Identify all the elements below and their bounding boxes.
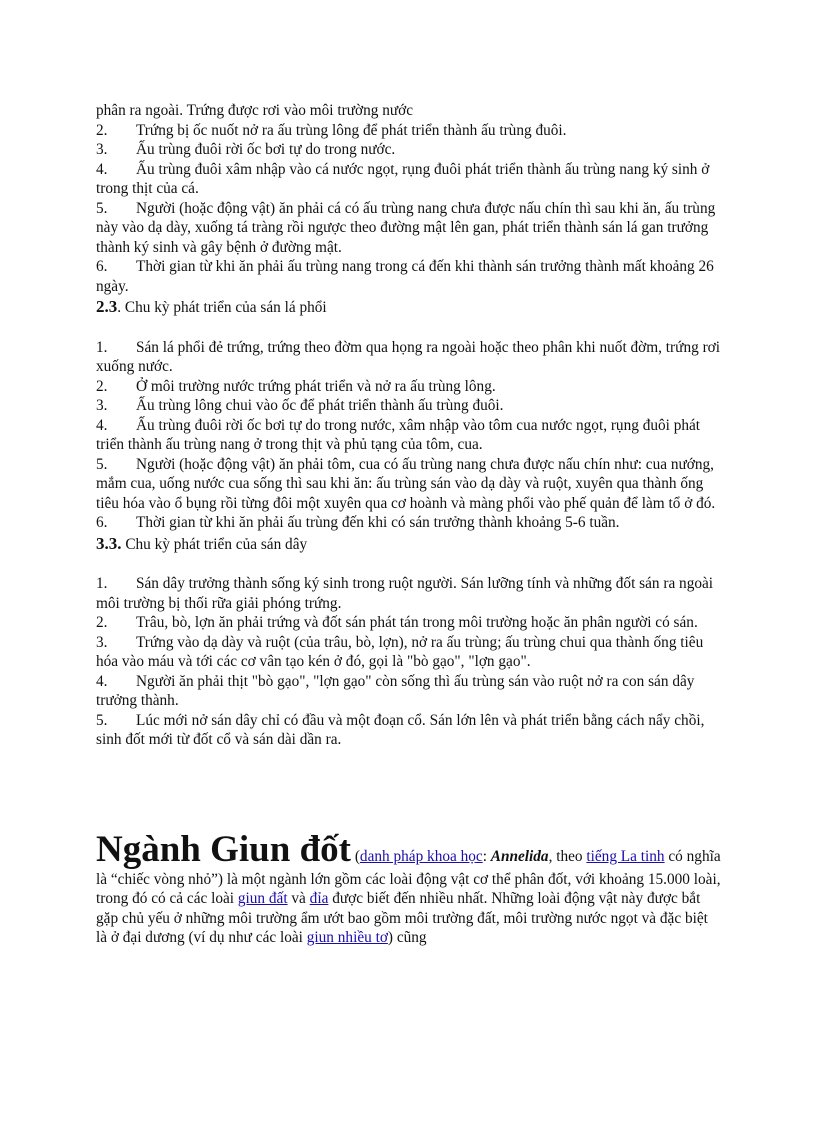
annelida-text-3: ) cũng: [387, 929, 427, 946]
section-number: 3.3.: [96, 533, 122, 553]
link-earthworm[interactable]: giun đất: [237, 890, 288, 907]
item-number: 3.: [96, 633, 108, 651]
item-text: Trứng vào dạ dày và ruột (của trâu, bò, lợn), nở ra ấu trùng; ấu trùng chui qua thành ống tiêu hóa vào máu và tới các cơ vân tạo kén ở đó, gọi là "bò gạo", "lợn gạo".: [96, 633, 704, 670]
text-theo: , theo: [548, 847, 587, 865]
paren-open: (: [351, 847, 360, 865]
item-number: 3.: [96, 141, 108, 158]
link-polychaete[interactable]: giun nhiều tơ: [306, 929, 388, 946]
item-number: 6.: [96, 514, 108, 531]
list-item: [96, 416, 722, 455]
item-text: Ấu trùng đuôi rời ốc bơi tự do trong nước, xâm nhập vào tôm cua nước ngọt, rụng đuôi phát triển thành ấu trùng nang ở trong thịt và phủ tạng của tôm, cua.: [96, 416, 701, 453]
list-item: [96, 633, 722, 672]
annelida-section: [96, 830, 722, 948]
list-item: [96, 377, 722, 397]
item-text: Người ăn phải thịt "bò gạo", "lợn gạo" còn sống thì ấu trùng sán vào ruột nở ra con sán dây trưởng thành.: [96, 672, 695, 709]
link-scientific-name[interactable]: danh pháp khoa học: [359, 847, 483, 865]
document-page: [96, 101, 722, 948]
liver-fluke-steps: [96, 121, 722, 297]
list-item: [96, 672, 722, 711]
list-item: [96, 613, 722, 633]
item-number: 5.: [96, 711, 108, 729]
item-text: Ấu trùng đuôi rời ốc bơi tự do trong nước.: [136, 141, 396, 158]
item-number: 5.: [96, 199, 108, 217]
list-item: [96, 338, 722, 377]
list-item: [96, 396, 722, 416]
annelida-text-2: được biết đến nhiều nhất. Những loài động vật này được bắt gặp chủ yếu ở những môi trường ẩm ướt bao gồm môi trường đất, môi trường nước ngọt và đặc biệt là ở đại dương (ví dụ như các loài: [96, 890, 708, 946]
section-title: . Chu kỳ phát triển của sán lá phổi: [117, 299, 327, 316]
list-item: [96, 121, 722, 141]
annelida-intro: [96, 830, 722, 948]
item-text: Ở môi trường nước trứng phát triển và nở ra ấu trùng lông.: [136, 377, 496, 395]
item-text: Thời gian từ khi ăn phải ấu trùng đến khi có sán trưởng thành khoảng 5-6 tuần.: [136, 514, 620, 531]
colon: :: [482, 847, 491, 865]
list-item: [96, 711, 722, 750]
section-number: 2.3: [96, 297, 118, 316]
item-text: Lúc mới nở sán dây chỉ có đầu và một đoạn cổ. Sán lớn lên và phát triển bằng cách nẩy chồi, sinh đốt mới từ đốt cổ và sán dài dần ra.: [96, 711, 705, 748]
list-item: [96, 574, 722, 613]
item-text: Sán dây trưởng thành sống ký sinh trong ruột người. Sán lưỡng tính và những đốt sán ra ngoài môi trường bị thối rữa giải phóng trứng.: [96, 575, 714, 612]
scientific-name: Annelida: [490, 847, 549, 865]
item-number: 4.: [96, 416, 108, 434]
link-latin[interactable]: tiếng La tinh: [586, 847, 665, 865]
item-number: 2.: [96, 377, 108, 395]
section-heading-tapeworm: [96, 533, 722, 555]
annelida-title: Ngành Giun đốt: [96, 828, 351, 870]
item-number: 2.: [96, 121, 108, 139]
item-number: 6.: [96, 258, 108, 275]
text-and: và: [287, 890, 310, 907]
lung-fluke-steps: [96, 338, 722, 533]
item-text: Người (hoặc động vật) ăn phải tôm, cua có ấu trùng nang chưa được nấu chín như: cua nướng, mắm cua, uống nước cua sống thì sau khi ăn: ấu trùng sán vào dạ dày và ruột, xuyên qua thành ống tiêu hóa vào ổ bụng rồi từng đôi một xuyên qua cơ hoành và màng phổi vào phế quản để làm tổ ở đó.: [96, 455, 716, 512]
section-heading-lung-fluke: [96, 296, 722, 318]
list-item: [96, 140, 722, 160]
item-text: Thời gian từ khi ăn phải ấu trùng nang trong cá đến khi thành sán trưởng thành mất khoảng 26 ngày.: [96, 258, 714, 295]
list-item: [96, 513, 722, 533]
item-number: 1.: [96, 575, 108, 592]
item-number: 1.: [96, 338, 108, 356]
item-text: Trứng bị ốc nuốt nở ra ấu trùng lông để phát triển thành ấu trùng đuôi.: [136, 121, 567, 139]
item-text: Ấu trùng lông chui vào ốc để phát triển thành ấu trùng đuôi.: [136, 397, 504, 414]
list-item: [96, 160, 722, 199]
item-text: Người (hoặc động vật) ăn phải cá có ấu trùng nang chưa được nấu chín thì sau khi ăn, ấu trùng này vào dạ dày, xuống tá tràng rồi ngược theo đường mật lên gan, phát triển thành sán lá gan trưởng thành ký sinh và gây bệnh ở đường mật.: [96, 199, 716, 256]
item-text: Trâu, bò, lợn ăn phải trứng và đốt sán phát tán trong môi trường hoặc ăn phân người có sán.: [136, 614, 698, 631]
list-item: [96, 257, 722, 296]
section-title: Chu kỳ phát triển của sán dây: [121, 535, 308, 553]
item-number: 2.: [96, 614, 108, 631]
tapeworm-steps: [96, 574, 722, 750]
item-number: 4.: [96, 672, 108, 690]
list-item: [96, 455, 722, 514]
link-leech[interactable]: đỉa: [309, 890, 329, 907]
item-number: 4.: [96, 160, 108, 178]
annelida-text-1: có nghĩa là “chiếc vòng nhỏ”) là một ngành lớn gồm các loài động vật cơ thể phân đốt, với khoảng 15.000 loài, trong đó có cả các loài: [96, 847, 721, 907]
list-item: [96, 199, 722, 258]
item-text: Sán lá phổi đẻ trứng, trứng theo đờm qua họng ra ngoài hoặc theo phân khi nuốt đờm, trứng rơi xuống nước.: [96, 338, 721, 375]
item-text: Ấu trùng đuôi xâm nhập vào cá nước ngọt, rụng đuôi phát triển thành ấu trùng nang ký sinh ở trong thịt của cá.: [96, 160, 710, 197]
item-number: 5.: [96, 455, 108, 473]
paragraph-lead: phân ra ngoài. Trứng được rơi vào môi trường nước: [96, 102, 414, 119]
item-number: 3.: [96, 397, 108, 414]
